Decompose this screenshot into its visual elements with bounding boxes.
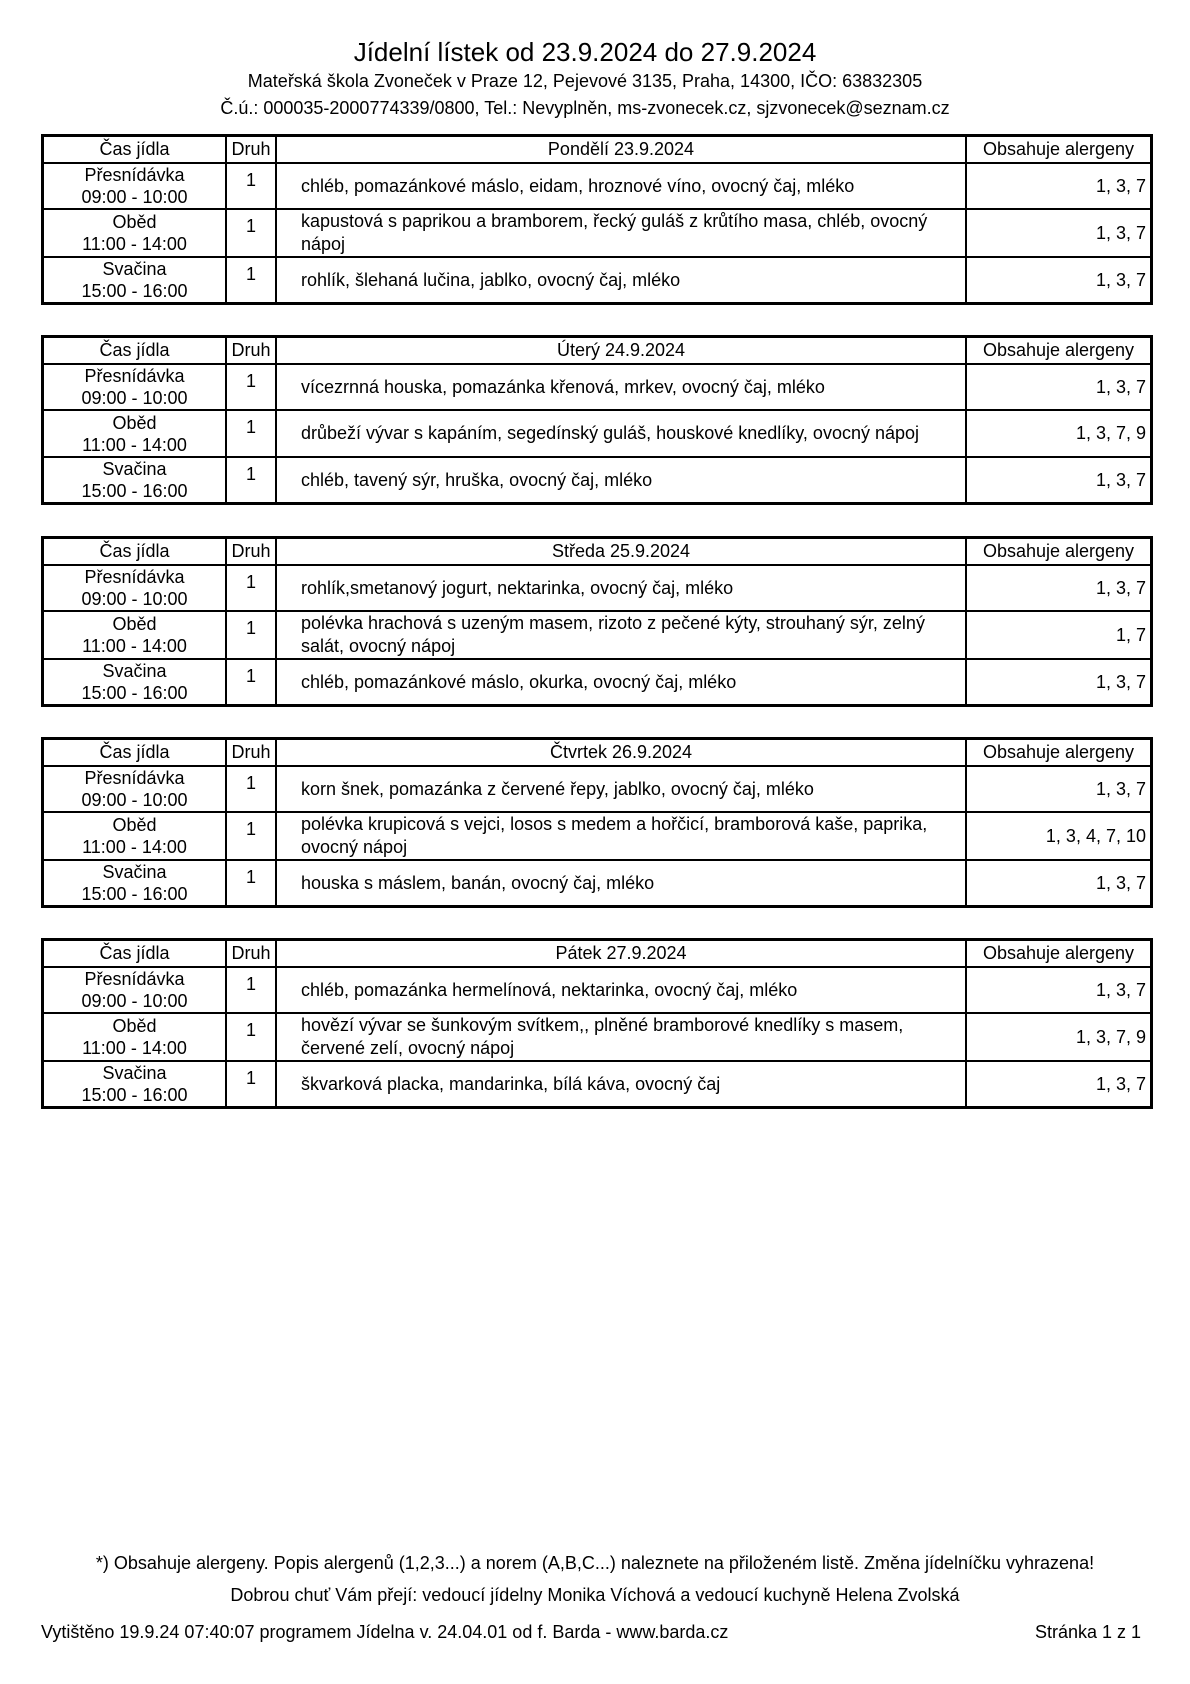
meal-allergens: 1, 3, 7, 9: [966, 410, 1152, 457]
meal-food: houska s máslem, banán, ovocný čaj, mléko: [276, 860, 966, 907]
meal-time-cell: [43, 860, 227, 907]
meal-time-cell: [43, 812, 227, 860]
meal-allergens: 1, 7: [966, 611, 1152, 659]
meal-allergens: 1, 3, 7, 9: [966, 1013, 1152, 1061]
meal-time: 15:00 - 16:00: [81, 481, 188, 501]
meal-druh: 1: [226, 1061, 276, 1108]
meal-time: 15:00 - 16:00: [81, 884, 188, 904]
meal-druh: 1: [226, 457, 276, 504]
meal-time-cell: [43, 209, 227, 257]
meal-name: Přesnídávka: [84, 969, 185, 989]
table-row: [43, 163, 1152, 209]
meal-food: korn šnek, pomazánka z červené řepy, jablko, ovocný čaj, mléko: [276, 766, 966, 812]
meal-food: polévka hrachová s uzeným masem, rizoto z pečené kýty, strouhaný sýr, zelný salát, ovocný nápoj: [276, 611, 966, 659]
page-number: Stránka 1 z 1: [1034, 1622, 1141, 1642]
day-table-friday: [41, 938, 1153, 1109]
meal-druh: 1: [226, 812, 276, 860]
meal-name: Svačina: [102, 862, 167, 882]
meal-druh: 1: [226, 1013, 276, 1061]
meal-name: Svačina: [102, 259, 167, 279]
meal-name: Přesnídávka: [84, 165, 185, 185]
col-header-time: Čas jídla: [43, 739, 227, 767]
meal-name: Svačina: [102, 661, 167, 681]
col-header-allergens: Obsahuje alergeny: [966, 538, 1152, 566]
meal-time: 11:00 - 14:00: [82, 434, 187, 455]
meal-food: rohlík,smetanový jogurt, nektarinka, ovocný čaj, mléko: [276, 565, 966, 611]
meal-food: polévka krupicová s vejci, losos s medem a hořčicí, bramborová kaše, paprika, ovocný nápoj: [276, 812, 966, 860]
day-table-tuesday: [41, 335, 1153, 505]
table-row: [43, 659, 1152, 706]
table-header-row: [43, 337, 1152, 365]
col-header-druh: Druh: [226, 136, 276, 164]
meal-time: 11:00 - 14:00: [82, 234, 187, 254]
col-header-druh: Druh: [226, 538, 276, 566]
table-row: [43, 766, 1152, 812]
meal-allergens: 1, 3, 7: [966, 1061, 1152, 1108]
meal-allergens: 1, 3, 7: [966, 860, 1152, 907]
meal-allergens: 1, 3, 7: [966, 766, 1152, 812]
day-label: Pátek 27.9.2024: [276, 940, 966, 968]
meal-time: 11:00 - 14:00: [82, 636, 187, 656]
table-row: [43, 565, 1152, 611]
day-label: Čtvrtek 26.9.2024: [276, 739, 966, 767]
meal-druh: 1: [226, 659, 276, 706]
meal-food: vícezrnná houska, pomazánka křenová, mrkev, ovocný čaj, mléko: [276, 364, 966, 410]
meal-time-cell: [43, 163, 227, 209]
meal-time-cell: [43, 659, 227, 706]
meal-name: Přesnídávka: [84, 567, 185, 587]
meal-time-cell: [43, 1061, 227, 1108]
col-header-allergens: Obsahuje alergeny: [966, 136, 1152, 164]
table-row: [43, 860, 1152, 907]
table-row: [43, 1061, 1152, 1108]
table-row: [43, 1013, 1152, 1061]
day-label: Pondělí 23.9.2024: [276, 136, 966, 164]
meal-allergens: 1, 3, 7: [966, 967, 1152, 1013]
meal-allergens: 1, 3, 7: [966, 163, 1152, 209]
allergen-note: *) Obsahuje alergeny. Popis alergenů (1,2,3...) a norem (A,B,C...) naleznete na přiloženém listě. Změna jídelníčku vyhrazena!: [95, 1553, 1095, 1573]
col-header-allergens: Obsahuje alergeny: [966, 337, 1152, 365]
meal-food: kapustová s paprikou a bramborem, řecký guláš z krůtího masa, chléb, ovocný nápoj: [276, 209, 966, 257]
meal-food: škvarková placka, mandarinka, bílá káva, ovocný čaj: [276, 1061, 966, 1108]
school-info: Mateřská škola Zvoneček v Praze 12, Pejevové 3135, Praha, 14300, IČO: 63832305: [247, 71, 923, 91]
meal-druh: 1: [226, 565, 276, 611]
meal-time: 09:00 - 10:00: [81, 991, 188, 1011]
table-header-row: [43, 739, 1152, 767]
meal-time-cell: [43, 1013, 227, 1061]
col-header-druh: Druh: [226, 940, 276, 968]
table-row: [43, 967, 1152, 1013]
meal-time-cell: [43, 565, 227, 611]
meal-food: chléb, pomazánka hermelínová, nektarinka, ovocný čaj, mléko: [276, 967, 966, 1013]
meal-food: chléb, pomazánkové máslo, eidam, hroznové víno, ovocný čaj, mléko: [276, 163, 966, 209]
col-header-time: Čas jídla: [43, 337, 227, 365]
table-row: [43, 257, 1152, 304]
print-info: [41, 1622, 1141, 1643]
meal-name: Oběd: [112, 815, 157, 835]
meal-food: chléb, pomazánkové máslo, okurka, ovocný čaj, mléko: [276, 659, 966, 706]
col-header-allergens: Obsahuje alergeny: [966, 739, 1152, 767]
table-header-row: [43, 136, 1152, 164]
meal-time-cell: [43, 364, 227, 410]
col-header-time: Čas jídla: [43, 136, 227, 164]
meal-allergens: 1, 3, 7: [966, 209, 1152, 257]
meal-time: 09:00 - 10:00: [81, 790, 188, 810]
col-header-druh: Druh: [226, 739, 276, 767]
meal-name: Oběd: [112, 614, 157, 634]
meal-druh: 1: [226, 766, 276, 812]
day-label: Středa 25.9.2024: [276, 538, 966, 566]
meal-time-cell: [43, 611, 227, 659]
meal-druh: 1: [226, 611, 276, 659]
meal-druh: 1: [226, 257, 276, 304]
meal-time-cell: [43, 457, 227, 504]
contact-info: Č.ú.: 000035-2000774339/0800, Tel.: Nevyplněn, ms-zvonecek.cz, sjzvonecek@seznam.cz: [220, 98, 950, 118]
meal-time-cell: [43, 766, 227, 812]
table-header-row: [43, 538, 1152, 566]
col-header-time: Čas jídla: [43, 940, 227, 968]
meal-time: 11:00 - 14:00: [82, 1038, 187, 1058]
meal-time: 09:00 - 10:00: [81, 388, 188, 408]
meal-name: Přesnídávka: [84, 366, 185, 386]
meal-food: drůbeží vývar s kapáním, segedínský guláš, houskové knedlíky, ovocný nápoj: [276, 410, 966, 457]
meal-name: Přesnídávka: [84, 768, 185, 788]
meal-druh: 1: [226, 209, 276, 257]
meal-food: chléb, tavený sýr, hruška, ovocný čaj, mléko: [276, 457, 966, 504]
table-header-row: [43, 940, 1152, 968]
col-header-druh: Druh: [226, 337, 276, 365]
menu-header: [0, 36, 1190, 122]
meal-name: Oběd: [112, 212, 157, 232]
meal-time: 11:00 - 14:00: [82, 837, 187, 857]
table-row: [43, 364, 1152, 410]
meal-allergens: 1, 3, 7: [966, 659, 1152, 706]
meal-druh: 1: [226, 967, 276, 1013]
meal-allergens: 1, 3, 7: [966, 457, 1152, 504]
meal-druh: 1: [226, 860, 276, 907]
meal-time: 15:00 - 16:00: [81, 1085, 188, 1105]
table-row: [43, 209, 1152, 257]
meal-time-cell: [43, 410, 227, 457]
page-title: Jídelní lístek od 23.9.2024 do 27.9.2024: [353, 37, 817, 67]
meal-time: 15:00 - 16:00: [81, 281, 188, 301]
meal-name: Svačina: [102, 459, 167, 479]
meal-name: Svačina: [102, 1063, 167, 1083]
meal-time: 09:00 - 10:00: [81, 589, 188, 609]
table-row: [43, 812, 1152, 860]
meal-name: Oběd: [112, 1016, 157, 1036]
meal-druh: 1: [226, 364, 276, 410]
bon-appetit-note: Dobrou chuť Vám přejí: vedoucí jídelny Monika Víchová a vedoucí kuchyně Helena Zvolská: [230, 1585, 960, 1605]
table-row: [43, 457, 1152, 504]
meal-allergens: 1, 3, 4, 7, 10: [966, 812, 1152, 860]
day-table-wednesday: [41, 536, 1153, 707]
table-row: [43, 611, 1152, 659]
meal-allergens: 1, 3, 7: [966, 257, 1152, 304]
meal-allergens: 1, 3, 7: [966, 364, 1152, 410]
meal-food: hovězí vývar se šunkovým svítkem,, plněné bramborové knedlíky s masem, červené zelí, ovocný nápoj: [276, 1013, 966, 1061]
day-table-thursday: [41, 737, 1153, 908]
meal-time-cell: [43, 967, 227, 1013]
meal-food: rohlík, šlehaná lučina, jablko, ovocný čaj, mléko: [276, 257, 966, 304]
day-table-monday: [41, 134, 1153, 305]
meal-name: Oběd: [112, 412, 157, 433]
col-header-allergens: Obsahuje alergeny: [966, 940, 1152, 968]
print-timestamp: Vytištěno 19.9.24 07:40:07 programem Jídelna v. 24.04.01 od f. Barda - www.barda.cz: [41, 1622, 729, 1642]
day-label: Úterý 24.9.2024: [276, 337, 966, 365]
meal-druh: 1: [226, 410, 276, 457]
col-header-time: Čas jídla: [43, 538, 227, 566]
meal-time-cell: [43, 257, 227, 304]
meal-allergens: 1, 3, 7: [966, 565, 1152, 611]
meal-time: 15:00 - 16:00: [81, 683, 188, 703]
meal-time: 09:00 - 10:00: [81, 187, 188, 207]
meal-druh: 1: [226, 163, 276, 209]
table-row: [43, 410, 1152, 457]
